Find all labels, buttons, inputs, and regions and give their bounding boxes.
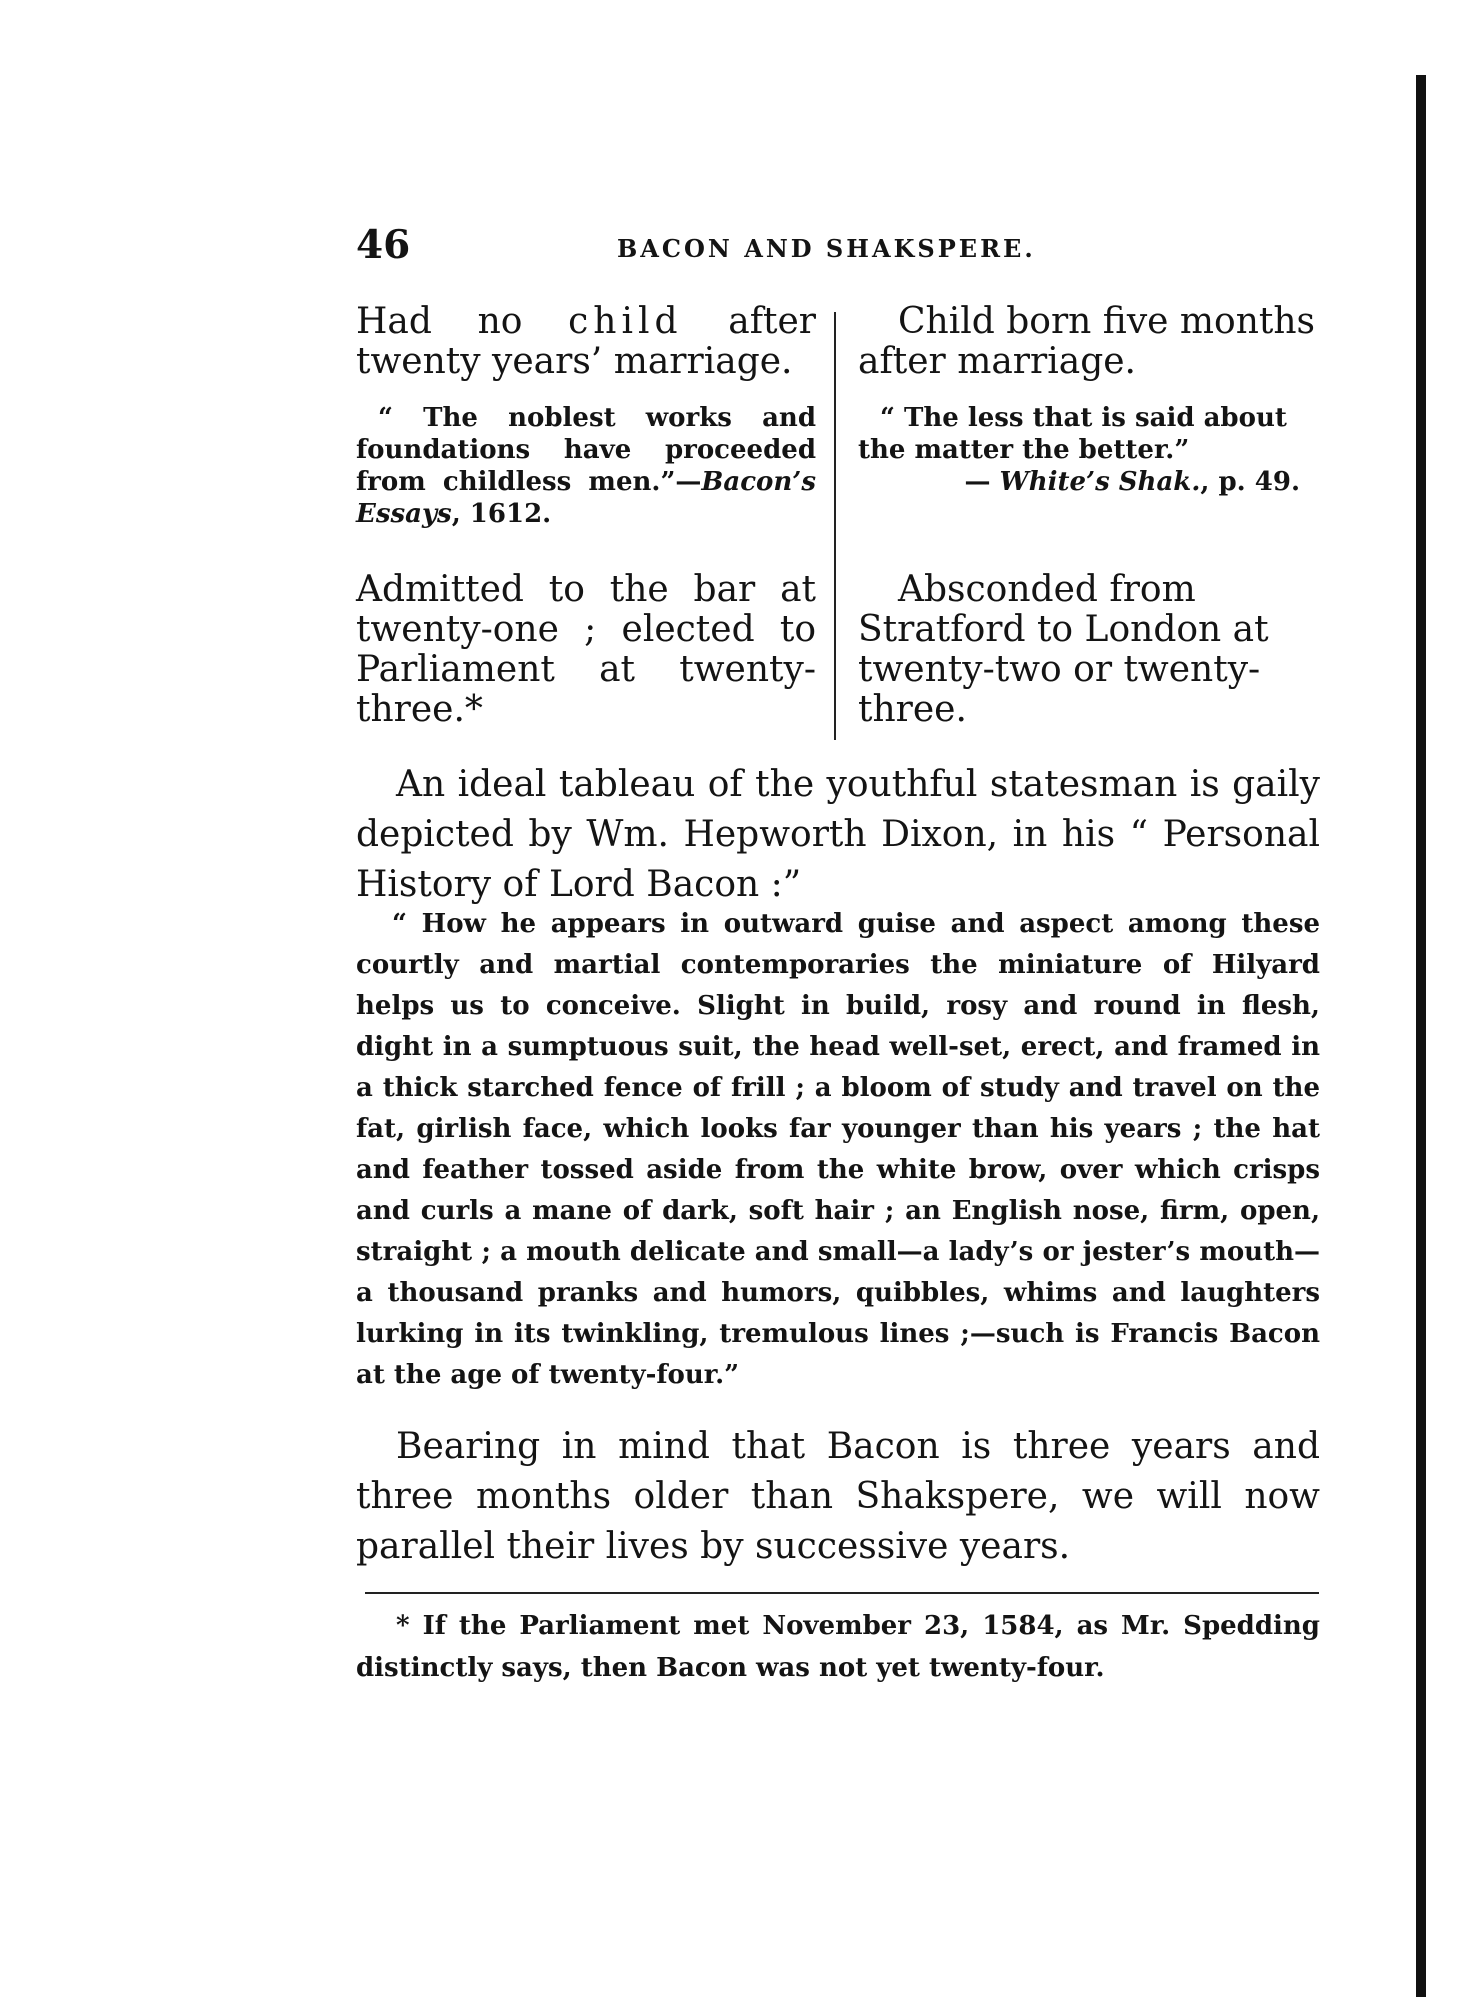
- left-quote-1: [356, 402, 816, 530]
- right-quote-1-text: “ The less that is said about the matter the better.”: [858, 403, 1287, 465]
- footnote: [356, 1605, 1320, 1689]
- right-column-item-1: [858, 302, 1318, 382]
- left-quote-1-text: “ The noblest works and foundations have proceeded from childless men.”—: [356, 403, 816, 497]
- left-item-2-text: Admitted to the bar at twenty-one ; elected to Parliament at twenty-three.*: [356, 569, 816, 730]
- dixon-quote-text: “ How he appears in outward guise and aspect among these courtly and martial contemporaries the miniature of Hilyard helps us to conceive. Slight in build, rosy and round in flesh, dight in a sumptuous suit, the head well-set, erect, and framed in a thick starched fence of frill ; a bloom of study and travel on the fat, girlish face, which looks far younger than his years ; the hat and feather tossed aside from the white brow, over which crisps and curls a mane of dark, soft hair ; an English nose, firm, open, straight ; a mouth delicate and small—a lady’s or jester’s mouth—a thousand pranks and humors, quibbles, whims and laughters lurking in its twinkling, tremulous lines ;—such is Francis Bacon at the age of twenty-four.”: [356, 909, 1320, 1390]
- body-paragraph-2: [356, 1422, 1320, 1572]
- running-title: BACON AND SHAKSPERE.: [617, 234, 1036, 263]
- footnote-text: * If the Parliament met November 23, 1584, as Mr. Spedding distinctly says, then Bacon was not yet twenty-four.: [356, 1611, 1320, 1683]
- right-column-quote-1: [858, 402, 1318, 498]
- left-item-1-prefix: Had no: [356, 301, 569, 342]
- right-quote-1-cite-prefix: —: [964, 467, 1000, 497]
- left-quote-1-year: , 1612.: [451, 499, 552, 529]
- page-number: 46: [356, 222, 411, 268]
- left-item-1-spaced: child: [568, 301, 683, 342]
- footnote-rule: [365, 1592, 1319, 1594]
- left-quote-1-source: Bacon’s Essays: [356, 467, 816, 529]
- left-item-1-suffix: after twenty years’ marriage.: [356, 301, 816, 382]
- right-item-2-text: Absconded from Stratford to London at twenty-two or twenty-three.: [858, 569, 1269, 730]
- body-paragraph-2-text: Bearing in mind that Bacon is three years and three months older than Shakspere, we will now parallel their lives by successive years.: [356, 1426, 1320, 1567]
- left-column-item-1: [356, 302, 816, 382]
- right-item-1-text: Child born five months after marriage.: [858, 301, 1316, 382]
- right-quote-1-page: , p. 49.: [1200, 467, 1300, 497]
- body-paragraph-1-text: An ideal tableau of the youthful statesman is gaily depicted by Wm. Hepworth Dixon, in his “ Personal History of Lord Bacon :”: [356, 764, 1320, 905]
- left-column-item-2: [356, 570, 816, 730]
- left-column-quote-1: [356, 402, 816, 530]
- page-edge-bar: [1416, 75, 1426, 1997]
- left-item-1-text: [356, 302, 816, 382]
- right-column-item-2: [858, 570, 1318, 730]
- body-paragraph-1: [356, 760, 1320, 910]
- right-quote-1-cite: [858, 466, 1318, 498]
- column-divider: [834, 312, 836, 740]
- dixon-quote-block: [356, 904, 1320, 1396]
- right-quote-1-source: White’s Shak.: [999, 467, 1201, 497]
